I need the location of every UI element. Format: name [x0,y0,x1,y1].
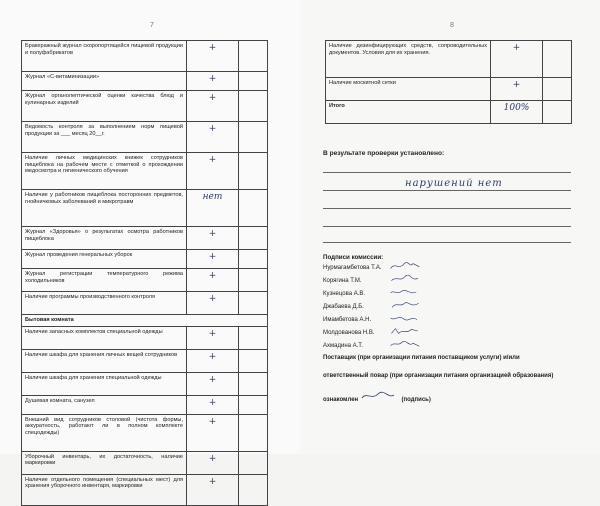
row-text: Бракеражный журнал скоропортящейся пищевой продукции и полуфабрикатов [22,41,187,72]
row-text: Ведомость контроля за выполнением норм пищевой продукции за ___ месяц 20__г. [22,122,187,153]
row-mark: + [187,250,239,269]
result-heading: В результате проверки установлено: [323,150,445,157]
row-mark: + [187,41,239,72]
commission-heading: Подписи комиссии: [323,254,384,261]
checklist-table [325,40,572,124]
signature-caption: (подпись) [401,397,431,403]
table-row [22,269,268,292]
signature [385,301,425,309]
table-row [22,372,268,395]
table-row [22,91,268,122]
row-text: Наличие дезинфицирующих средств, сопроводительных документов. Условия для их хранения. [326,41,491,78]
row-mark: + [187,122,239,153]
signature [385,327,425,335]
row-mark: + [187,72,239,91]
acknowledgement-line [323,391,573,403]
total-label: Итого [326,101,491,124]
divider [323,226,571,227]
table-row [22,395,268,414]
table-row [22,414,268,451]
row-text: Душевая комната, санузел [22,395,187,414]
row-mark: + [187,153,239,190]
signature [385,262,425,270]
row-text: Внешний вид сотрудников столовой (чистота формы, аккуратность, работают ли в полном комплекте спецодежды) [22,414,187,451]
row-text: Наличие шкафа для хранения специальной одежды [22,372,187,395]
table-row [22,474,268,505]
row-text: Журнал органолептической оценки качества блюд и кулинарных изделий [22,91,187,122]
table-row [22,326,268,349]
signature [385,340,425,348]
chef-line: ответственный повар (при организации питания организацией образования) [323,373,554,379]
divider [323,208,571,209]
row-mark: + [187,269,239,292]
page-number: 7 [150,22,154,29]
row-mark: + [187,414,239,451]
page-number: 8 [450,22,454,29]
member-name: Кузнецова А.В. [323,291,366,297]
member-name: Ахмадина А.Т. [323,343,363,349]
checklist-table [21,40,268,506]
row-mark: + [187,326,239,349]
member-name: Молдованова Н.В. [323,330,375,336]
row-mark: + [187,395,239,414]
row-text: Журнал «Здоровья» о результатах осмотра работников пищеблока [22,227,187,250]
row-mark: + [187,349,239,372]
table-row [22,292,268,315]
row-text: Журнал проведения генеральных уборок [22,250,187,269]
left-page [0,0,300,490]
member-name: Корягина Т.М. [323,278,362,284]
table-row [326,101,572,124]
row-text: Наличие запасных комплектов специальной одежды [22,326,187,349]
row-text: Наличие у работников пищеблока посторонних предметов, гнойничковых заболеваний и микротравм [22,190,187,227]
row-text: Наличие программы производственного контроля [22,292,187,315]
divider [323,190,571,191]
supplier-line: Поставщик (при организации питания поставщиком услуги) и/или [323,355,520,361]
row-text: Наличие личных медицинских книжек сотрудников пищеблока на рабочем месте с отметкой о прохождении медосмотра и гигиенического обучения [22,153,187,190]
member-name: Имамбетова А.Н. [323,317,372,323]
table-row [22,41,268,72]
row-mark: + [187,372,239,395]
table-row [22,451,268,474]
row-mark: + [187,91,239,122]
row-mark: + [187,227,239,250]
signature [385,275,425,283]
table-row [22,250,268,269]
signature [360,391,400,403]
table-row [22,349,268,372]
table-row [22,72,268,91]
member-name: Нурмагамбетова Т.А. [323,265,382,271]
row-mark: + [187,292,239,315]
row-mark: + [187,451,239,474]
row-mark: + [187,474,239,505]
table-row [326,78,572,101]
right-page [300,0,600,454]
acknowledgement-label: ознакомлен [323,397,359,403]
handwritten-result: нарушений нет [405,178,503,189]
row-text: Наличие отдельного помещения (специальных мест) для хранения уборочного инвентаря, маркировки [22,474,187,505]
row-text: Журнал регистрации температурного режима холодильников [22,269,187,292]
signature [385,288,425,296]
table-row [22,190,268,227]
row-mark: + [491,78,543,101]
row-text: Уборочный инвентарь, их достаточность, наличие маркировки [22,451,187,474]
total-value: 100% [491,101,543,124]
table-row [22,227,268,250]
row-text: Журнал «С-витаминизации» [22,72,187,91]
row-text: Наличие шкафа для хранения личных вещей сотрудников [22,349,187,372]
signature [385,314,425,322]
row-mark: нет [187,190,239,227]
section-title: Бытовая комната [22,315,268,327]
row-text: Наличие москитной сетки [326,78,491,101]
member-name: Джабаева Д.Б. [323,304,364,310]
row-mark: + [491,41,543,78]
table-row [22,153,268,190]
table-row [22,122,268,153]
table-row [326,41,572,78]
divider [323,172,571,173]
section-row [22,315,268,327]
divider [323,242,571,243]
